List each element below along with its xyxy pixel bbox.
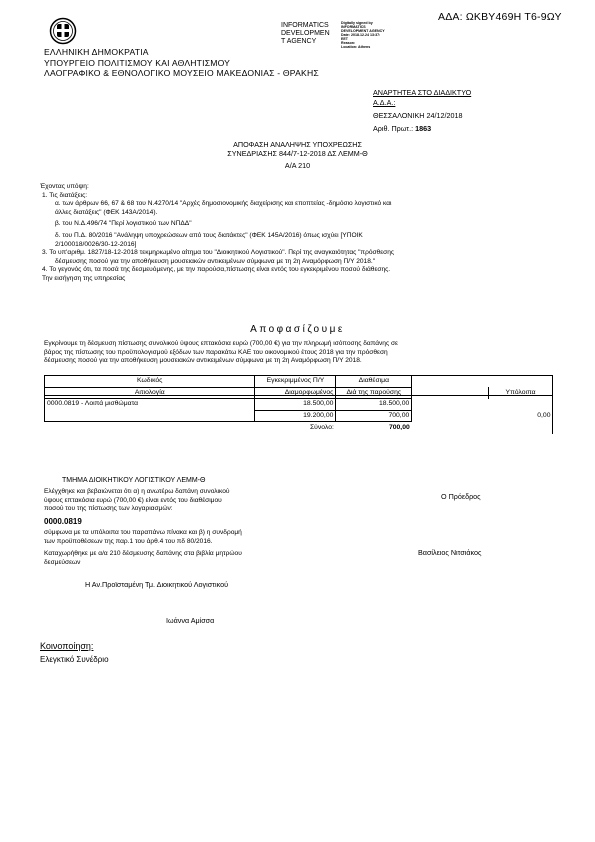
header-line-3: ΛΑΟΓΡΑΦΙΚΟ & ΕΘΝΟΛΟΓΙΚΟ ΜΟΥΣΕΙΟ ΜΑΚΕΔΟΝΙΑΣ - ΘΡΑΚΗΣ xyxy=(44,68,319,79)
city-date: ΘΕΣΣΑΛΟΝΙΚΗ 24/12/2018 xyxy=(373,111,463,121)
seal-line: DEVELOPMENT AGENCY xyxy=(341,29,385,33)
decision-body xyxy=(44,340,398,366)
row1-available: 18.500,00 xyxy=(336,399,412,411)
provision-d-2: 2/100018/0026/30-12-2016] xyxy=(55,240,137,248)
table-subheader-row xyxy=(45,387,553,399)
accounting-line-3: ποσού του της πίστωσης των λογαριασμών: xyxy=(44,505,173,513)
we-decide-title: Αποφασίζουμε xyxy=(250,324,345,335)
seal-line: EET xyxy=(341,37,348,41)
account-code: 0000.0819 xyxy=(44,516,82,526)
seal-line: Reason: xyxy=(341,41,356,45)
col-remaining-header: Υπόλοιπα xyxy=(505,388,536,396)
decision-para-3: δέσμευσης ποσού για την αποθήκευση μουσειακών αντικειμένων σύμφωνα με τη 2η Αναμόρφωση Π/Υ 2018. xyxy=(44,357,362,365)
total-label: Σύνολο: xyxy=(309,423,334,431)
accounting-line-4: σύμφωνα με τα υπόλοιπα του παραπάνω πίνακα και β) η συνδρομή xyxy=(44,528,242,536)
ada-code: ΑΔΑ: ΩΚΒΥ469Η Τ6-9ΩΥ xyxy=(438,11,562,23)
notify-title: Κοινοποίηση: xyxy=(40,641,94,651)
signer-line-1: INFORMATICS xyxy=(281,22,329,29)
table-rule xyxy=(44,375,553,376)
posted-online-note: ΑΝΑΡΤΗΤΕΑ ΣΤΟ ΔΙΑΔΙΚΤΥΟ xyxy=(373,88,472,97)
protocol-label: Αριθ. Πρωτ.: xyxy=(373,123,414,133)
provision-4-1: 4. Το γεγονός ότι, τα ποσά της δεσμευόμενης, με την παρούσα,πίστωσης είναι εντός του εγκεκριμένου ποσού διάθεσης. xyxy=(42,266,391,274)
president-name: Βασίλειος Νιτσιάκος xyxy=(418,548,482,557)
signature-block xyxy=(281,22,330,46)
col-desc-header: Αιτιολογία xyxy=(45,387,255,399)
document-meta xyxy=(373,88,471,133)
accounting-line-5: των προϋποθέσεων της παρ.1 του άρθ.4 του πδ 80/2016. xyxy=(44,537,213,545)
table-total-row xyxy=(45,422,553,433)
signer-line-2: DEVELOPMEN xyxy=(281,30,330,37)
provision-a-2: άλλες διατάξεις" (ΦΕΚ 143Α/2014). xyxy=(55,208,158,216)
seal-line: Location: Athens xyxy=(341,45,371,49)
provision-3-1: 3. Το υπ'αριθμ. 1827/18-12-2018 τεκμηριωμένο αίτημα του "Διοικητικού Λογιστικού". Περί της αναγκαιότητας "πρόσθεσης xyxy=(42,249,395,257)
provision-a-1: α. των άρθρων 66, 67 & 68 του Ν.4270/14 "Αρχές δημοσιονομικής διαχείρισης και εποπτείας -δημόσιο λογιστικό και xyxy=(55,200,392,208)
accounting-body xyxy=(44,488,242,567)
greek-emblem-icon xyxy=(49,17,77,45)
provision-1: 1. Τις διατάξεις: xyxy=(42,191,88,199)
accounting-line-6: Καταχωρήθηκε με α/α 210 δέσμευσης δαπάνης στα βιβλία μητρώου xyxy=(44,550,242,558)
total-value: 700,00 xyxy=(388,423,410,431)
provision-4-2: Την εισήγηση της υπηρεσίας xyxy=(42,274,126,282)
row-code: 0000.0819 - Λοιπά μισθώματα xyxy=(45,399,255,422)
table-header-row xyxy=(45,376,553,388)
notify-recipient: Ελεγκτικό Συνέδριο xyxy=(40,655,109,664)
row2-approved: 19.200,00 xyxy=(255,410,336,422)
signer-line-3: T AGENCY xyxy=(281,38,317,45)
decision-para-1: Εγκρίνουμε τη δέσμευση πίστωσης συνολικού ύψους επτακόσια ευρώ (700,00 €) για την πληρωμή ισόποσης δαπάνης σε xyxy=(44,340,398,347)
seal-line: Date: 2018.12.24 13:37: xyxy=(341,33,381,37)
row2-remaining: 0,00 xyxy=(537,412,551,420)
header-line-2: ΥΠΟΥΡΓΕΙΟ ΠΟΛΙΤΙΣΜΟΥ ΚΑΙ ΑΘΛΗΤΙΣΜΟΥ xyxy=(44,57,231,68)
considerations-intro: Έχοντας υπόψη: xyxy=(40,183,89,190)
table-row xyxy=(45,399,553,411)
provision-d-1: δ. του Π.Δ. 80/2016 "Ανάληψη υποχρεώσεων από τους διατάκτες" (ΦΕΚ 145Α/2016) όπως ισχύει [ΥΠΟΙΚ xyxy=(55,231,363,239)
table-rule xyxy=(552,375,553,434)
decision-number: Α/Α 210 xyxy=(284,161,311,171)
seal-line: Digitally signed by xyxy=(341,21,373,25)
decision-title: ΑΠΟΦΑΣΗ ΑΝΑΛΗΨΗΣ ΥΠΟΧΡΕΩΣΗΣ xyxy=(233,140,362,149)
col-approved-header: Εγκεκριμμένος Π/Υ xyxy=(255,376,336,388)
digital-signature-text xyxy=(341,21,385,49)
decision-para-2: βάρος της πίστωσης του προϋπολογισμού εξόδων των παρακάτω ΚΑΕ του οικονομικού έτους 2018 για την πρόσθεση xyxy=(44,348,388,356)
header-line-1: ΕΛΛΗΝΙΚΗ ΔΗΜΟΚΡΑΤΙΑ xyxy=(44,47,149,57)
col-available-header: Διαθέσιμα xyxy=(336,376,412,388)
president-title: Ο Πρόεδρος xyxy=(441,492,481,501)
table-rule xyxy=(44,395,553,396)
issuer-header xyxy=(44,47,319,79)
col-after-header: Διά της παρούσης xyxy=(336,387,412,399)
provision-3-2: δέσμευσης ποσού για την αποθήκευση μουσειακών αντικειμένων σύμφωνα με τη 2η Αναμόρφωση Π/Υ 2018." xyxy=(55,257,376,265)
protocol-number: 1863 xyxy=(415,123,432,133)
considerations xyxy=(40,183,394,284)
accounting-line-2: ύψους επτακόσια ευρώ (700,00 €) είναι εντός του διαθέσιμου xyxy=(44,496,222,504)
budget-table xyxy=(44,375,553,433)
decision-heading xyxy=(180,140,415,171)
row1-approved: 18.500,00 xyxy=(255,399,336,411)
ada-label: Α.Δ.Α.: xyxy=(373,98,396,108)
provision-b: β. του Ν.Δ.496/74 "Περί λογιστικού των ΝΠΔΔ" xyxy=(55,220,192,228)
accounting-dept-title: ΤΜΗΜΑ ΔΙΟΙΚΗΤΙΚΟΥ ΛΟΓΙΣΤΙΚΟΥ ΛΕΜΜ-Θ xyxy=(62,477,206,484)
seal-line: INFORMATICS xyxy=(341,25,366,29)
accounting-line-1: Ελέγχθηκε και βεβαιώνεται ότι α) η ανωτέρω δαπάνη συνολικού xyxy=(44,488,230,495)
col-code-header: Κωδικός xyxy=(45,376,255,388)
accounting-line-7: δεσμεύσεων xyxy=(44,558,81,566)
accounting-head-title: Η Αν.Προϊσταμένη Τμ. Διοικητικού Λογιστικού xyxy=(85,580,228,589)
decision-session: ΣΥΝΕΔΡΙΑΣΗΣ 844/7-12-2018 ΔΣ ΛΕΜΜ-Θ xyxy=(227,149,368,159)
row2-after: 700,00 xyxy=(336,410,412,422)
col-dispose-header: Διαμορφωμένος xyxy=(255,387,336,399)
accounting-head-name: Ιωάννα Αμίσσα xyxy=(166,616,215,625)
